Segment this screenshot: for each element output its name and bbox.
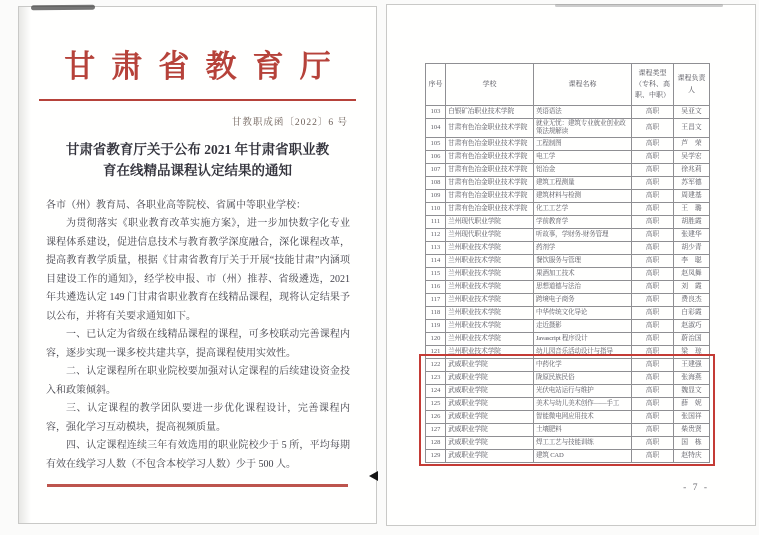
table-row (426, 138, 710, 151)
cell-school: 武威职业学院 (446, 424, 534, 437)
cell-school: 甘肃有色冶金职业技术学院 (446, 119, 534, 138)
cell-person: 国 栋 (674, 437, 710, 450)
cell-no: 117 (426, 294, 446, 307)
table-row (426, 106, 710, 119)
cell-no: 104 (426, 119, 446, 138)
cell-no: 118 (426, 307, 446, 320)
table-row (426, 411, 710, 424)
cell-type: 高职 (632, 294, 674, 307)
cell-type: 高职 (632, 268, 674, 281)
cell-type: 高职 (632, 229, 674, 242)
header-school: 学校 (446, 64, 534, 106)
cell-type: 高职 (632, 138, 674, 151)
cell-no: 119 (426, 320, 446, 333)
table-row (426, 359, 710, 372)
cell-person: 梁 琼 (674, 346, 710, 359)
table-row (426, 385, 710, 398)
scan-artifact (31, 5, 95, 11)
cell-type: 高职 (632, 281, 674, 294)
cell-course: 英语语法 (534, 106, 632, 119)
cell-no: 128 (426, 437, 446, 450)
table-header-row (426, 64, 710, 106)
cell-person: 柴贵贤 (674, 424, 710, 437)
paragraph: 一、已认定为省级在线精品课程的课程，可多校联动完善课程内容，逐步实现一课多校共建共享，提高课程使用实效性。 (46, 329, 350, 359)
cell-course: 听故事，学财务-财务管理 (534, 229, 632, 242)
header-course: 课程名称 (534, 64, 632, 106)
cell-no: 115 (426, 268, 446, 281)
cell-no: 106 (426, 151, 446, 164)
cell-person: 吴学宏 (674, 151, 710, 164)
cell-no: 110 (426, 203, 446, 216)
cell-person: 薛 妮 (674, 398, 710, 411)
header-person: 课程负责人 (674, 64, 710, 106)
cell-course: 思想道德与法治 (534, 281, 632, 294)
cell-person: 王建强 (674, 359, 710, 372)
table-row (426, 424, 710, 437)
cell-course: 电工学 (534, 151, 632, 164)
cell-course: 光伏电站运行与维护 (534, 385, 632, 398)
cell-school: 兰州现代职业学院 (446, 229, 534, 242)
cell-type: 高职 (632, 320, 674, 333)
cell-type: 高职 (632, 359, 674, 372)
document-title-line2: 育在线精品课程认定结果的通知 (103, 162, 292, 178)
cell-type: 高职 (632, 307, 674, 320)
cell-course: 铝冶金 (534, 164, 632, 177)
course-table-body (426, 106, 710, 463)
cell-school: 兰州职业技术学院 (446, 281, 534, 294)
cell-no: 108 (426, 177, 446, 190)
cell-no: 103 (426, 106, 446, 119)
cell-type: 高职 (632, 177, 674, 190)
table-row (426, 268, 710, 281)
table-row (426, 216, 710, 229)
course-table-container (425, 63, 709, 463)
cell-school: 甘肃有色冶金职业技术学院 (446, 151, 534, 164)
cell-no: 124 (426, 385, 446, 398)
cell-type: 高职 (632, 398, 674, 411)
cell-school: 武威职业学院 (446, 411, 534, 424)
table-row (426, 242, 710, 255)
cell-school: 兰州职业技术学院 (446, 320, 534, 333)
cell-no: 111 (426, 216, 446, 229)
cell-person: 费良杰 (674, 294, 710, 307)
cell-course: 建筑材料与检测 (534, 190, 632, 203)
cell-school: 武威职业学院 (446, 359, 534, 372)
cell-course: 建筑工程测量 (534, 177, 632, 190)
cell-course: 焊工工艺与技能训练 (534, 437, 632, 450)
footer-double-red-line (47, 484, 348, 487)
cell-school: 兰州现代职业学院 (446, 216, 534, 229)
cell-type: 高职 (632, 151, 674, 164)
table-row (426, 177, 710, 190)
cell-school: 兰州职业技术学院 (446, 242, 534, 255)
cell-type: 高职 (632, 242, 674, 255)
cell-person: 赵特庆 (674, 450, 710, 463)
cell-person: 徐兆莉 (674, 164, 710, 177)
cell-person: 周建基 (674, 190, 710, 203)
cell-person: 李 聪 (674, 255, 710, 268)
cell-type: 高职 (632, 385, 674, 398)
cell-no: 123 (426, 372, 446, 385)
cell-course: 果酒加工技术 (534, 268, 632, 281)
cell-course: 幼儿园音乐活动设计与指导 (534, 346, 632, 359)
cell-course: 建筑 CAD (534, 450, 632, 463)
cell-person: 苏军德 (674, 177, 710, 190)
cell-person: 蔚治国 (674, 333, 710, 346)
cell-school: 兰州职业技术学院 (446, 346, 534, 359)
cell-person: 王 璐 (674, 203, 710, 216)
cell-school: 兰州职业技术学院 (446, 307, 534, 320)
course-table (425, 63, 710, 463)
cell-course: 陇原民族民俗 (534, 372, 632, 385)
paragraph: 为贯彻落实《职业教育改革实施方案》，进一步加快数字化专业课程体系建设，促进信息技术与教育教学深度融合，深化课程改革，提高教育教学质量，根据《甘肃省教育厅关于开展“技能甘肃”内涵项目建设工作的通知》，经学校申报、市（州）推荐、省级遴选，2021 年共遴选认定 149 门甘肃省职业教育在线精品课程，现将认定结果予以公布，并将有关要求通知如下。 (46, 218, 350, 322)
cell-person: 吴亚文 (674, 106, 710, 119)
document-body (46, 197, 350, 475)
cell-type: 高职 (632, 106, 674, 119)
table-row (426, 450, 710, 463)
table-row (426, 333, 710, 346)
cell-person: 赵凤舞 (674, 268, 710, 281)
cell-person: 赵淑巧 (674, 320, 710, 333)
cell-no: 109 (426, 190, 446, 203)
scan-artifact (555, 4, 723, 7)
cell-course: 学前教育学 (534, 216, 632, 229)
cell-no: 121 (426, 346, 446, 359)
cell-type: 高职 (632, 437, 674, 450)
salutation: 各市（州）教育局、各职业高等院校、省属中等职业学校： (46, 199, 306, 211)
cell-school: 武威职业学院 (446, 398, 534, 411)
cell-type: 高职 (632, 372, 674, 385)
cell-no: 116 (426, 281, 446, 294)
table-row (426, 281, 710, 294)
cell-course: 药剂学 (534, 242, 632, 255)
cell-type: 高职 (632, 216, 674, 229)
cell-no: 105 (426, 138, 446, 151)
cell-no: 125 (426, 398, 446, 411)
cell-no: 126 (426, 411, 446, 424)
cell-course: Javascript 程序设计 (534, 333, 632, 346)
cell-person: 刘 霞 (674, 281, 710, 294)
cell-no: 112 (426, 229, 446, 242)
cell-no: 122 (426, 359, 446, 372)
cell-type: 高职 (632, 411, 674, 424)
agency-header: 甘肃省教育厅 (64, 49, 347, 84)
cell-school: 兰州职业技术学院 (446, 294, 534, 307)
cell-type: 高职 (632, 190, 674, 203)
table-row (426, 190, 710, 203)
cell-course: 走近摄影 (534, 320, 632, 333)
cell-school: 甘肃有色冶金职业技术学院 (446, 190, 534, 203)
cell-course: 中药化学 (534, 359, 632, 372)
cell-course: 化工工艺学 (534, 203, 632, 216)
cell-school: 白银矿冶职业技术学院 (446, 106, 534, 119)
table-row (426, 346, 710, 359)
cell-course: 智能微电网应用技术 (534, 411, 632, 424)
header-no: 序号 (426, 64, 446, 106)
cell-type: 高职 (632, 450, 674, 463)
cell-type: 高职 (632, 333, 674, 346)
notice-document-page (18, 6, 377, 524)
cell-no: 113 (426, 242, 446, 255)
table-row (426, 151, 710, 164)
cell-course: 餐饮服务与管理 (534, 255, 632, 268)
cell-school: 兰州职业技术学院 (446, 333, 534, 346)
cell-no: 120 (426, 333, 446, 346)
cell-course: 中华传统文化导论 (534, 307, 632, 320)
cell-course: 就业无忧：建筑专业就业创业政策法规解读 (534, 119, 632, 138)
cell-type: 高职 (632, 346, 674, 359)
cell-person: 张海燕 (674, 372, 710, 385)
cell-person: 芦 荣 (674, 138, 710, 151)
cell-school: 兰州职业技术学院 (446, 268, 534, 281)
cell-no: 107 (426, 164, 446, 177)
table-row (426, 398, 710, 411)
table-row (426, 372, 710, 385)
cell-person: 张建华 (674, 229, 710, 242)
table-row (426, 255, 710, 268)
cell-no: 129 (426, 450, 446, 463)
table-row (426, 229, 710, 242)
page-number: - 7 - (683, 483, 709, 493)
table-row (426, 437, 710, 450)
cell-person: 张国祥 (674, 411, 710, 424)
course-list-page (386, 4, 756, 526)
table-row (426, 307, 710, 320)
cell-course: 美术与幼儿美术创作——手工 (534, 398, 632, 411)
cell-type: 高职 (632, 119, 674, 138)
paragraph: 四、认定课程连续三年有效选用的职业院校少于 5 所，平均每期有效在线学习人数（不包含本校学习人数）少于 500 人。 (46, 440, 350, 470)
cell-type: 高职 (632, 255, 674, 268)
document-title (49, 140, 346, 182)
cell-course: 跨境电子商务 (534, 294, 632, 307)
paragraph: 二、认定课程所在职业院校要加强对认定课程的后续建设资金投入和政策倾斜。 (46, 366, 350, 396)
cell-type: 高职 (632, 203, 674, 216)
table-row (426, 164, 710, 177)
cell-type: 高职 (632, 424, 674, 437)
cell-type: 高职 (632, 164, 674, 177)
cell-person: 白彩霞 (674, 307, 710, 320)
header-type: 课程类型（专科、高职、中职） (632, 64, 674, 106)
cell-course: 土壤肥料 (534, 424, 632, 437)
cell-school: 武威职业学院 (446, 450, 534, 463)
cursor-arrow-icon (369, 471, 378, 481)
cell-school: 兰州职业技术学院 (446, 255, 534, 268)
cell-school: 甘肃有色冶金职业技术学院 (446, 164, 534, 177)
table-row (426, 320, 710, 333)
cell-school: 武威职业学院 (446, 437, 534, 450)
document-number: 甘教职成函〔2022〕6 号 (231, 118, 348, 128)
cell-person: 胡少青 (674, 242, 710, 255)
table-row (426, 203, 710, 216)
cell-school: 武威职业学院 (446, 385, 534, 398)
cell-school: 甘肃有色冶金职业技术学院 (446, 138, 534, 151)
cell-person: 魏显文 (674, 385, 710, 398)
cell-school: 甘肃有色冶金职业技术学院 (446, 177, 534, 190)
paragraph: 三、认定课程的教学团队要进一步优化课程设计，完善课程内容，强化学习互动模块，提高视频质量。 (46, 403, 350, 433)
cell-no: 114 (426, 255, 446, 268)
table-row (426, 294, 710, 307)
cell-no: 127 (426, 424, 446, 437)
document-title-line1: 甘肃省教育厅关于公布 2021 年甘肃省职业教 (65, 142, 330, 157)
table-row (426, 119, 710, 138)
cell-person: 王昌文 (674, 119, 710, 138)
cell-course: 工程制图 (534, 138, 632, 151)
header-red-rule (39, 99, 356, 101)
cell-school: 武威职业学院 (446, 372, 534, 385)
cell-person: 胡胜霞 (674, 216, 710, 229)
cell-school: 甘肃有色冶金职业技术学院 (446, 203, 534, 216)
